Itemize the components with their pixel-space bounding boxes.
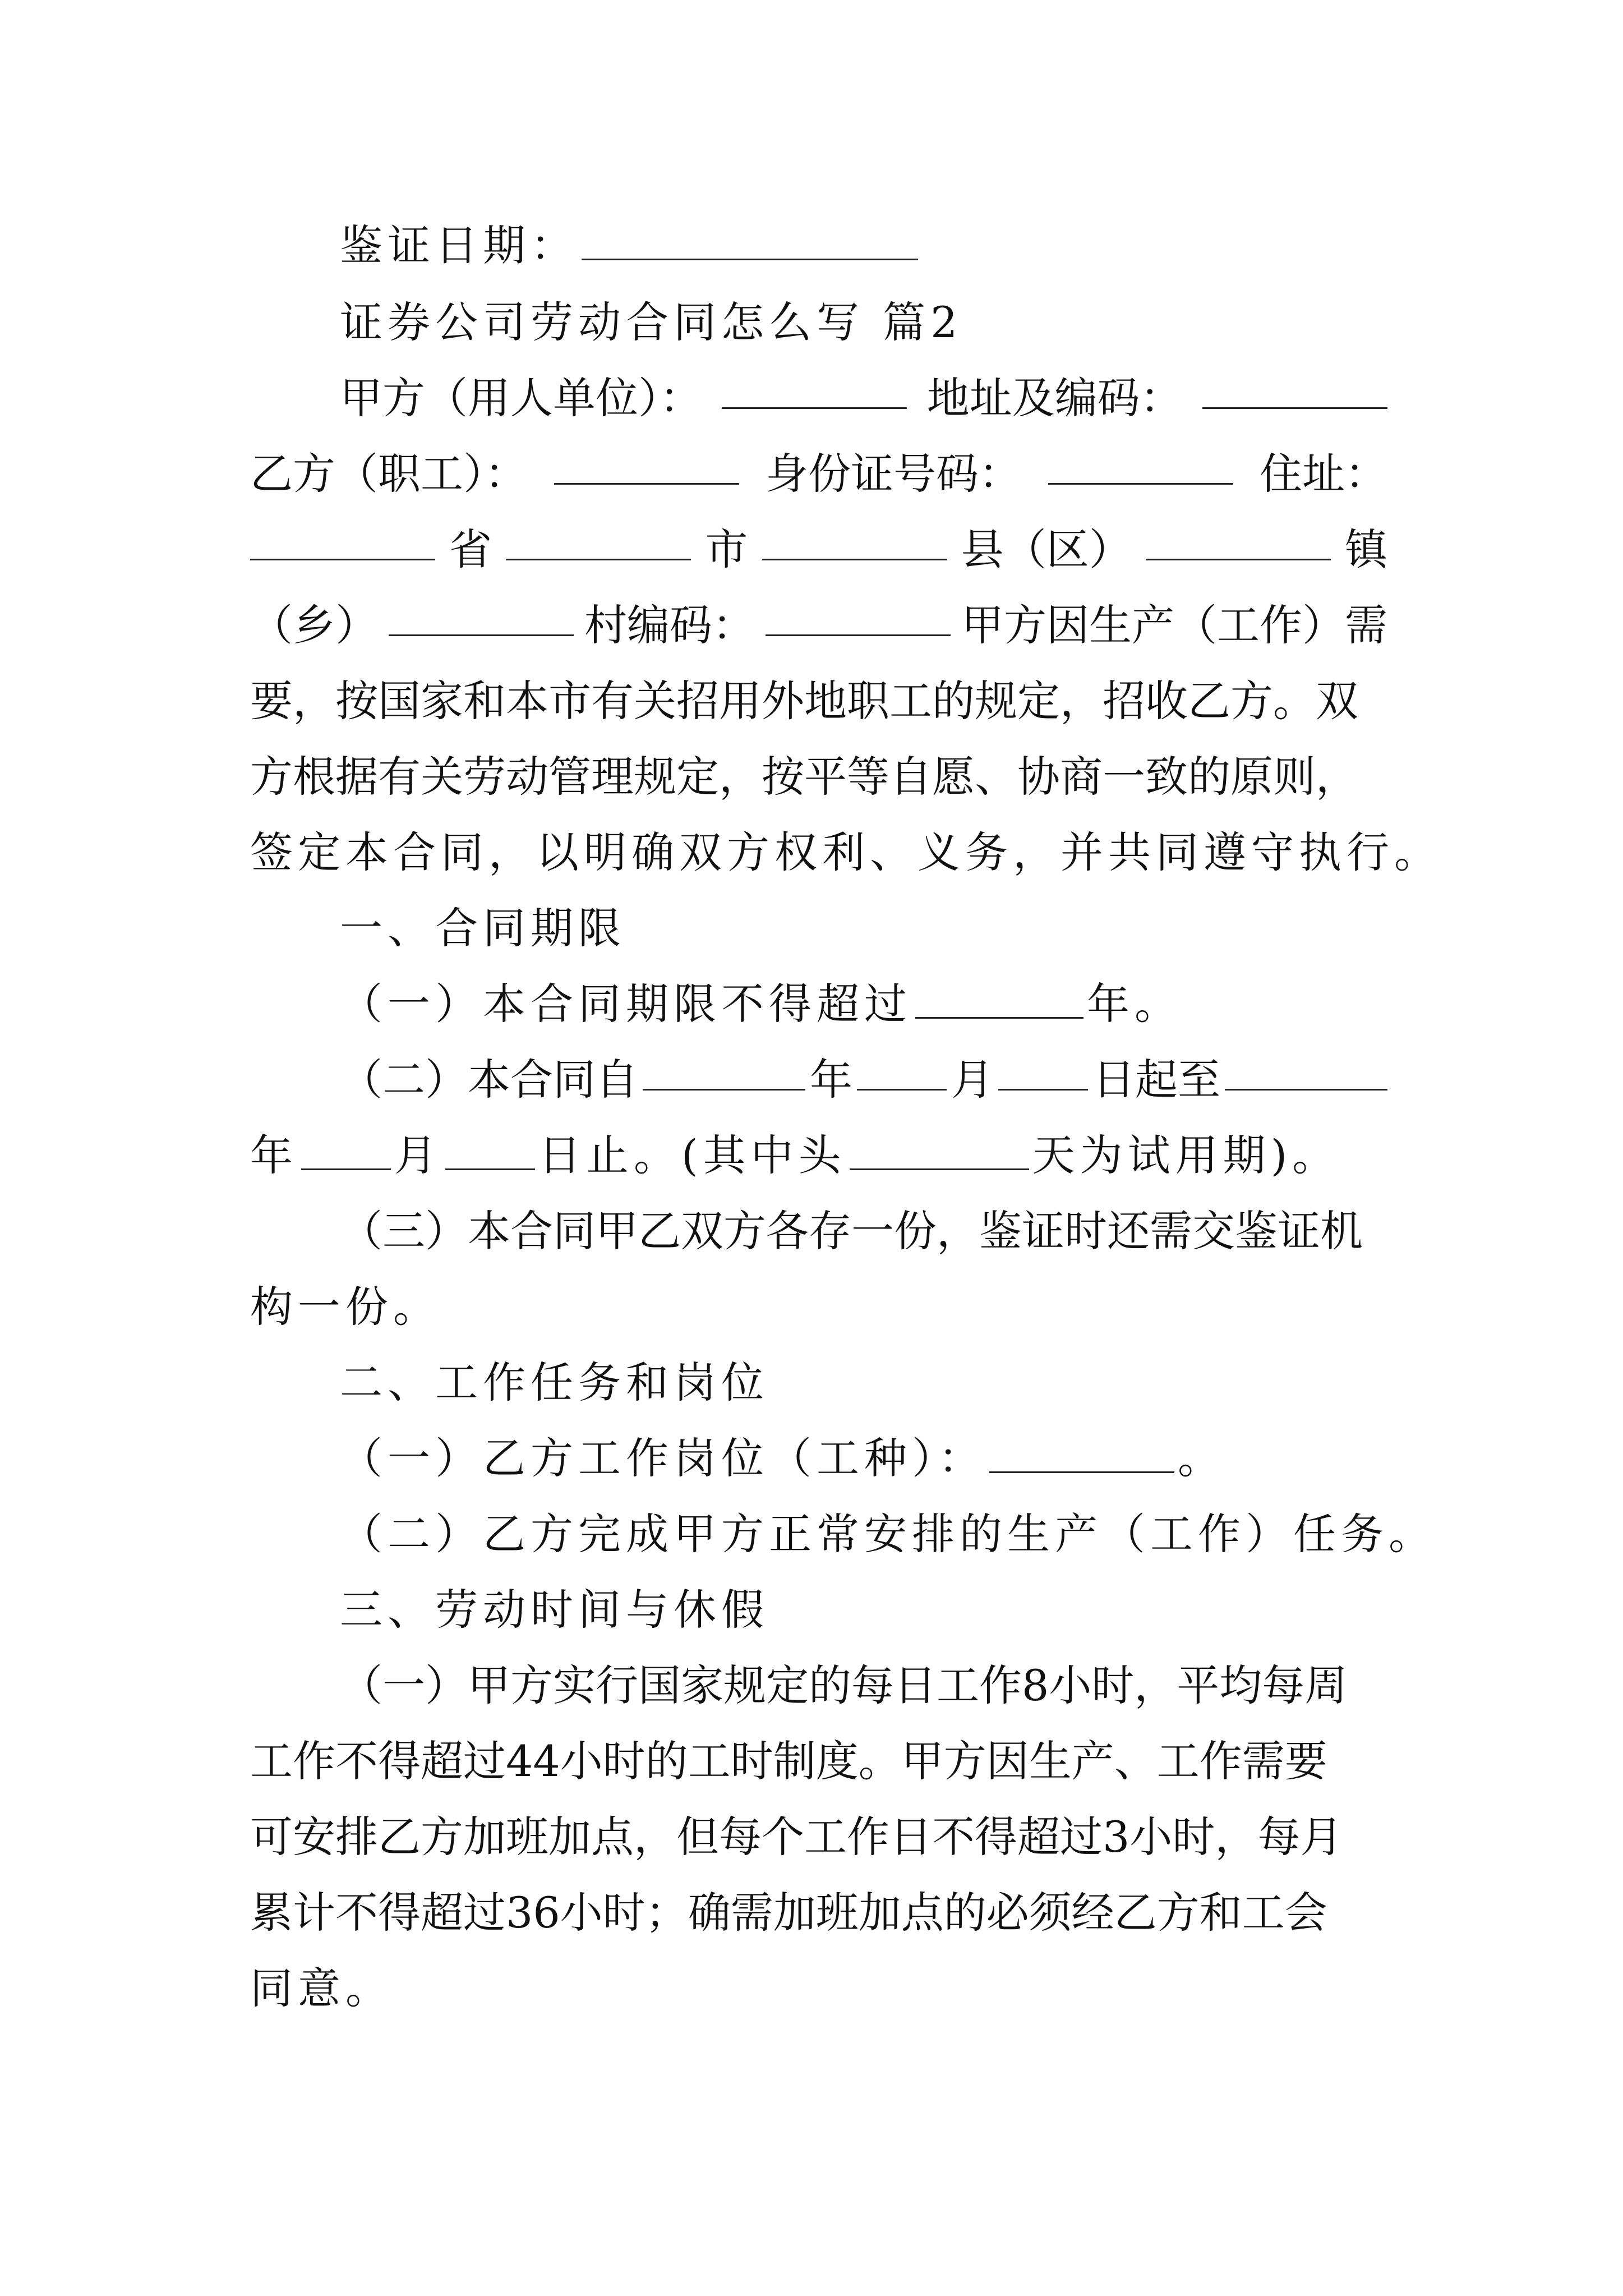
province-label: 省: [449, 524, 492, 574]
paragraph-text: 方根据有关劳动管理规定，按平等自愿、协商一致的原则，: [250, 752, 1358, 802]
town-label: 镇: [1344, 524, 1387, 574]
clause-text: 工作不得超过44小时的工时制度。甲方因生产、工作需要: [250, 1736, 1327, 1786]
county-label: 县（区）: [961, 524, 1132, 574]
clause-text: 月: [394, 1130, 442, 1180]
clause-text: 年: [810, 1055, 852, 1105]
party-b-line: [250, 446, 1387, 502]
article-heading: 三、劳动时间与休假: [340, 1585, 769, 1635]
clause-text: 天为试用期)。: [1032, 1130, 1340, 1180]
township-label: （乡）: [250, 600, 378, 650]
article-heading: 二、工作任务和岗位: [340, 1358, 769, 1407]
city-blank: [506, 522, 691, 560]
party-b-label: 乙方（职工）：: [250, 449, 527, 499]
paragraph-text: 要，按国家和本市有关招用外地职工的规定，招收乙方。双: [250, 676, 1358, 726]
appraisal-date-line: [340, 218, 1387, 274]
county-blank: [762, 522, 947, 560]
clause-text: 月: [951, 1055, 994, 1105]
clause-text: 。: [1178, 1433, 1225, 1483]
clause-line: 构一份。: [250, 1282, 441, 1332]
id-number-blank: [1048, 446, 1233, 485]
end-month-blank: [301, 1131, 391, 1170]
clause-text: 可安排乙方加班加点，但每个工作日不得超过3小时，每月: [250, 1812, 1343, 1862]
address-line: [250, 522, 1387, 578]
province-blank: [250, 522, 435, 560]
start-month-blank: [857, 1052, 947, 1091]
article-heading: 一、合同期限: [340, 903, 626, 953]
address-code-label: 地址及编码：: [926, 373, 1183, 423]
end-year-blank: [1225, 1052, 1387, 1091]
village-line: [250, 597, 1387, 654]
id-number-label: 身份证号码：: [766, 449, 1021, 499]
clause-line: [250, 1809, 1387, 1865]
clause-line: 同意。: [250, 1963, 393, 2013]
appraisal-date-label: 鉴证日期：: [340, 220, 578, 270]
village-code-label: 村编码：: [584, 600, 755, 650]
clause-line: [250, 1128, 1387, 1184]
town-blank: [1146, 522, 1331, 560]
clause-text: （二）本合同自: [340, 1055, 638, 1105]
clause-text: 日止。(其中头: [538, 1130, 846, 1180]
township-blank: [389, 597, 574, 636]
clause-line: [250, 1885, 1387, 1941]
clause-text: （三）本合同甲乙双方各存一份，鉴证时还需交鉴证机: [340, 1206, 1363, 1256]
party-a-blank: [722, 370, 907, 409]
clause-line: [340, 1658, 1387, 1714]
party-a-label: 甲方（用人单位）：: [340, 373, 702, 423]
village-code-blank: [766, 597, 951, 636]
start-year-blank: [643, 1052, 805, 1091]
address-code-blank: [1202, 370, 1387, 409]
probation-days-blank: [850, 1131, 1029, 1170]
appraisal-date-blank: [582, 222, 918, 260]
paragraph-line: 签定本合同，以明确双方权利、义务，并共同遵守执行。: [250, 827, 1442, 877]
clause-line: [340, 1203, 1387, 1259]
clause-text: （一）甲方实行国家规定的每日工作8小时，平均每周: [340, 1660, 1348, 1710]
clause-text: 累计不得超过36小时；确需加班加点的必须经乙方和工会: [250, 1888, 1327, 1938]
clause-text: 日起至: [1092, 1055, 1220, 1105]
end-day-blank: [445, 1131, 535, 1170]
start-day-blank: [998, 1052, 1088, 1091]
paragraph-line: [250, 749, 1387, 805]
job-post-blank: [989, 1434, 1174, 1473]
clause-line: [340, 1052, 1387, 1108]
term-years-blank: [915, 980, 1083, 1019]
clause-text: （一）本合同期限不得超过: [340, 979, 912, 1029]
clause-line: （二）乙方完成甲方正常安排的生产（工作）任务。: [340, 1509, 1436, 1559]
clause-text: （一）乙方工作岗位（工种）：: [340, 1433, 986, 1483]
clause-text: 年。: [1087, 979, 1182, 1029]
intro-text-start: 甲方因生产（工作）需: [961, 600, 1387, 650]
clause-line: [340, 1430, 1387, 1487]
clause-line: [250, 1733, 1387, 1789]
clause-text: 年: [250, 1130, 298, 1180]
party-b-blank: [554, 446, 739, 485]
section-heading: 证券公司劳动合同怎么写 篇2: [340, 297, 963, 347]
residence-label: 住址：: [1260, 449, 1387, 499]
city-label: 市: [705, 524, 748, 574]
clause-line: [340, 976, 1387, 1032]
party-a-line: [340, 370, 1387, 426]
paragraph-line: [250, 673, 1387, 729]
